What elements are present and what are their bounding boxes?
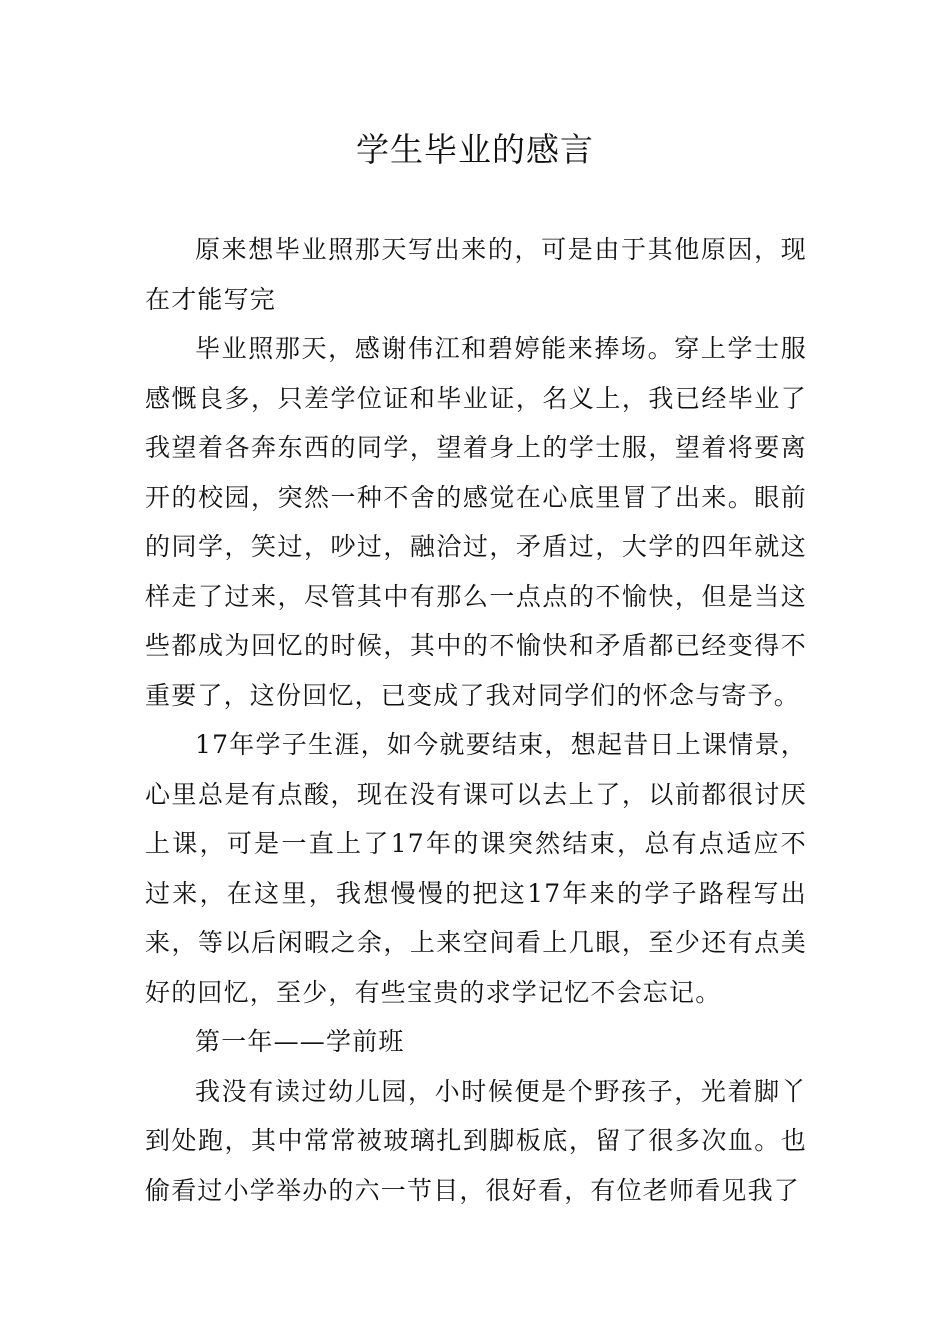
section-heading: 第一年——学前班 <box>195 1027 405 1056</box>
paragraph: 我没有读过幼儿园，小时候便是个野孩子，光着脚丫到处跑，其中常常被玻璃扎到脚板底，留了很多次血。也偷看过小学举办的六一节目，很好看，有位老师看见我了 <box>145 1076 807 1205</box>
paragraph: 毕业照那天，感谢伟江和碧婷能来捧场。穿上学士服感慨良多，只差学位证和毕业证，名义上，我已经毕业了我望着各奔东西的同学，望着身上的学士服，望着将要离开的校园，突然一种不舍的感觉在心底里冒了出来。眼前的同学，笑过，吵过，融洽过，矛盾过，大学的四年就这样走了过来，尽管其中有那么一点点的不愉快，但是当这些都成为回忆的时候，其中的不愉快和矛盾都已经变得不重要了，这份回忆，已变成了我对同学们的怀念与寄予。 <box>145 334 807 710</box>
document-title: 学生毕业的感言 <box>356 130 594 169</box>
paragraph: 原来想毕业照那天写出来的，可是由于其他原因，现在才能写完 <box>145 235 807 314</box>
paragraph: 17年学子生涯，如今就要结束，想起昔日上课情景，心里总是有点酸，现在没有课可以去上了，以前都很讨厌上课，可是一直上了17年的课突然结束，总有点适应不过来，在这里，我想慢慢的把这17年来的学子路程写出来，等以后闲暇之余，上来空间看上几眼，至少还有点美好的回忆，至少，有些宝贵的求学记忆不会忘记。 <box>145 730 807 1007</box>
document-body <box>145 225 807 1215</box>
